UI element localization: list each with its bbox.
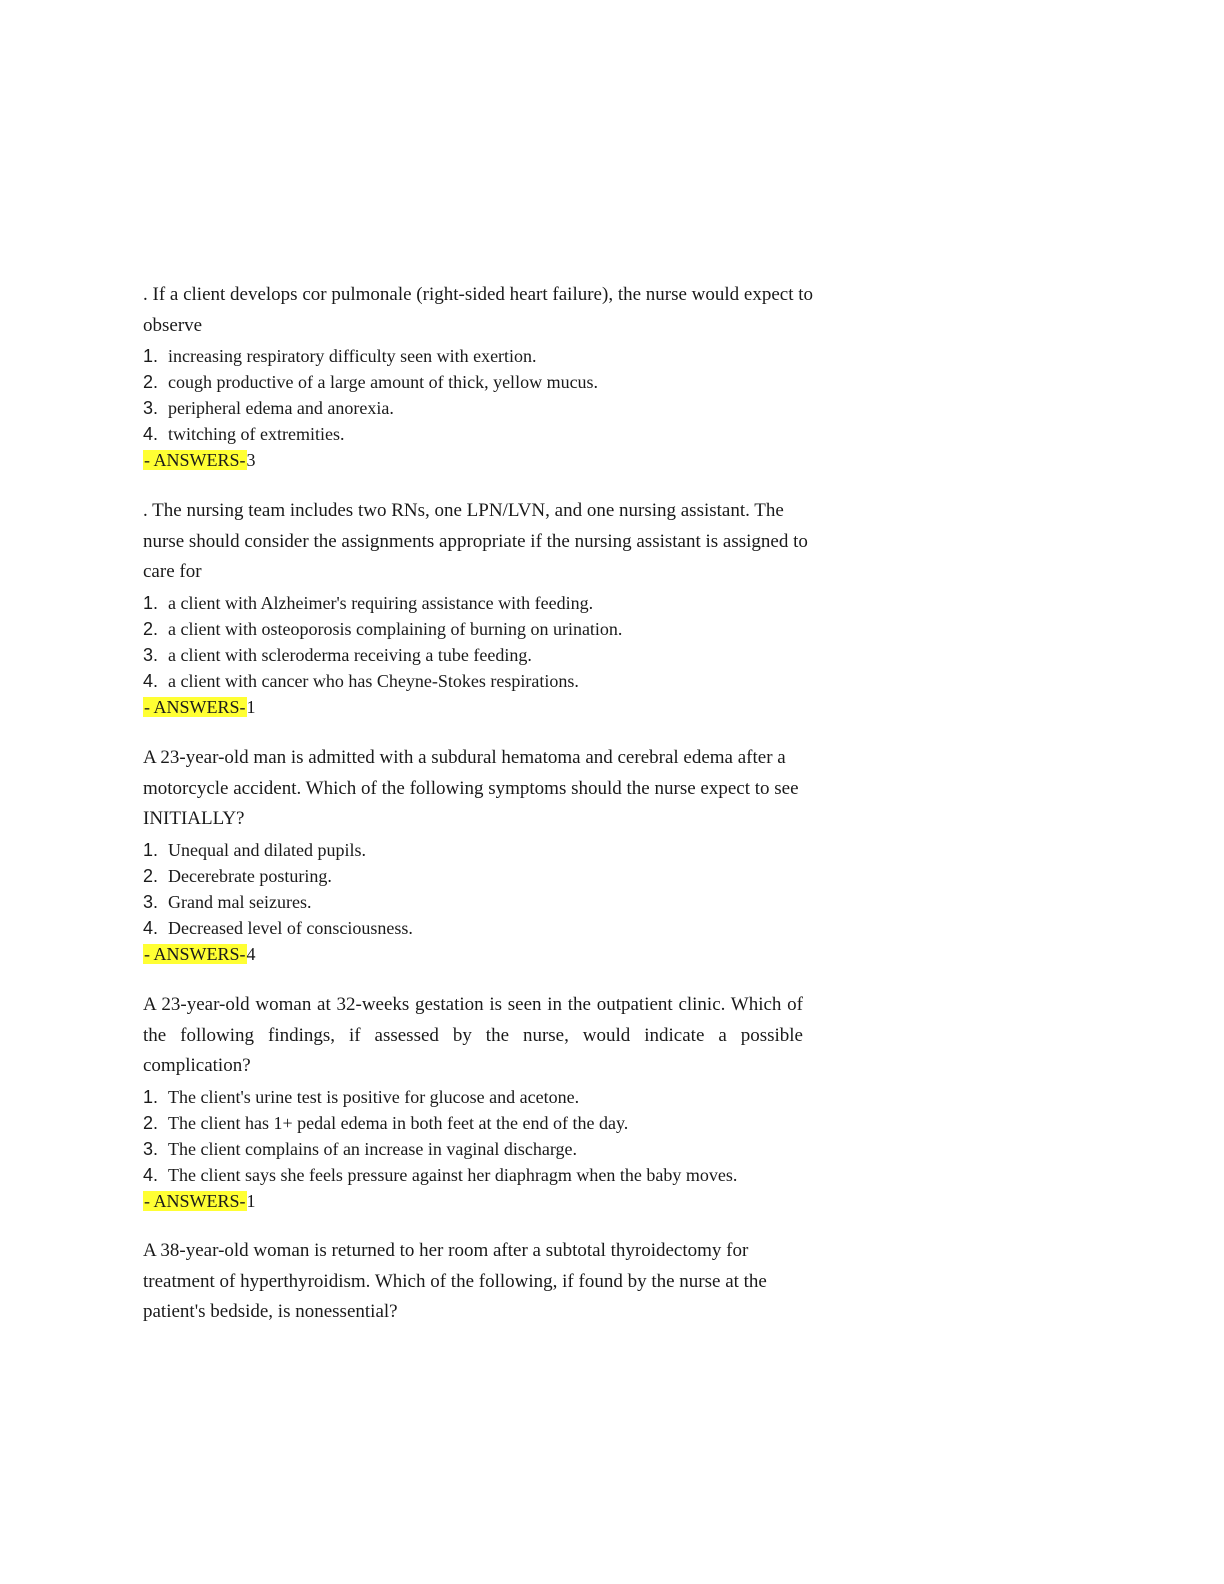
option-item <box>143 1084 803 1110</box>
options-list <box>143 1084 803 1188</box>
option-item <box>143 343 843 369</box>
options-list <box>143 343 843 447</box>
option-item <box>143 369 843 395</box>
answer-value: 3 <box>246 450 256 470</box>
option-number: 1. <box>143 839 159 860</box>
question-stem: A 38-year-old woman is returned to her room after a subtotal thyroidectomy for treatment of hyperthyroidism. Which of the following, if found by the nurse at the patient's bedside, is nonessential? <box>143 1240 767 1322</box>
option-text: increasing respiratory difficulty seen with exertion. <box>168 346 537 366</box>
answer-value: 1 <box>246 696 256 717</box>
option-text: a client with osteoporosis complaining of burning on urination. <box>168 618 623 639</box>
option-item <box>143 642 823 668</box>
option-text: a client with cancer who has Cheyne-Stokes respirations. <box>168 670 579 691</box>
option-text: twitching of extremities. <box>168 424 345 444</box>
option-item <box>143 837 843 863</box>
option-text: Decerebrate posturing. <box>168 865 332 886</box>
answer-label: - ANSWERS- <box>144 1190 246 1211</box>
question-stem: . If a client develops cor pulmonale (right-sided heart failure), the nurse would expect to observe <box>143 284 814 336</box>
option-number: 3. <box>143 891 159 912</box>
question-stem: A 23-year-old woman at 32-weeks gestation is seen in the outpatient clinic. Which of the following findings, if assessed by the nurse, would indicate a possible complication? <box>143 994 803 1076</box>
option-number: 4. <box>143 917 159 938</box>
option-number: 3. <box>143 398 159 418</box>
answer-label: - ANSWERS- <box>144 943 246 964</box>
option-number: 2. <box>143 618 159 639</box>
option-item <box>143 668 823 694</box>
answer-line <box>143 941 843 967</box>
option-number: 2. <box>143 372 159 392</box>
option-number: 1. <box>143 346 159 366</box>
question-4 <box>143 990 803 1214</box>
option-text: a client with Alzheimer's requiring assistance with feeding. <box>168 592 594 613</box>
option-number: 3. <box>143 644 159 665</box>
question-stem: A 23-year-old man is admitted with a subdural hematoma and cerebral edema after a motorcycle accident. Which of the following symptoms should the nurse expect to see INITIALLY? <box>143 747 799 829</box>
option-text: Grand mal seizures. <box>168 891 312 912</box>
question-5 <box>143 1236 823 1328</box>
option-item <box>143 1136 803 1162</box>
option-item <box>143 889 843 915</box>
option-item <box>143 915 843 941</box>
options-list <box>143 837 843 941</box>
option-text: The client complains of an increase in vaginal discharge. <box>168 1138 578 1159</box>
option-item <box>143 863 843 889</box>
option-text: Unequal and dilated pupils. <box>168 839 366 860</box>
option-text: peripheral edema and anorexia. <box>168 398 394 418</box>
answer-line <box>143 694 823 720</box>
option-text: cough productive of a large amount of thick, yellow mucus. <box>168 372 599 392</box>
option-item <box>143 395 843 421</box>
option-text: The client says she feels pressure against her diaphragm when the baby moves. <box>168 1164 738 1185</box>
option-number: 4. <box>143 670 159 691</box>
option-number: 3. <box>143 1138 159 1159</box>
answer-label: - ANSWERS- <box>144 696 246 717</box>
option-text: Decreased level of consciousness. <box>168 917 413 938</box>
option-item <box>143 1162 803 1188</box>
option-number: 2. <box>143 1112 159 1133</box>
option-item <box>143 1110 803 1136</box>
answer-line <box>143 1188 803 1214</box>
option-text: The client has 1+ pedal edema in both feet at the end of the day. <box>168 1112 629 1133</box>
option-number: 4. <box>143 1164 159 1185</box>
option-item <box>143 590 823 616</box>
answer-line <box>143 447 843 473</box>
option-number: 2. <box>143 865 159 886</box>
options-list <box>143 590 823 694</box>
answer-value: 1 <box>246 1190 256 1211</box>
option-text: a client with scleroderma receiving a tube feeding. <box>168 644 532 665</box>
option-number: 1. <box>143 592 159 613</box>
option-item <box>143 421 843 447</box>
question-3 <box>143 743 843 967</box>
answer-value: 4 <box>246 943 256 964</box>
option-text: The client's urine test is positive for glucose and acetone. <box>168 1086 580 1107</box>
option-item <box>143 616 823 642</box>
option-number: 1. <box>143 1086 159 1107</box>
question-2 <box>143 496 823 720</box>
option-number: 4. <box>143 424 159 444</box>
question-1 <box>143 280 843 473</box>
answer-label: - ANSWERS- <box>144 450 246 470</box>
question-stem: . The nursing team includes two RNs, one LPN/LVN, and one nursing assistant. The nurse should consider the assignments appropriate if the nursing assistant is assigned to care for <box>143 500 808 582</box>
